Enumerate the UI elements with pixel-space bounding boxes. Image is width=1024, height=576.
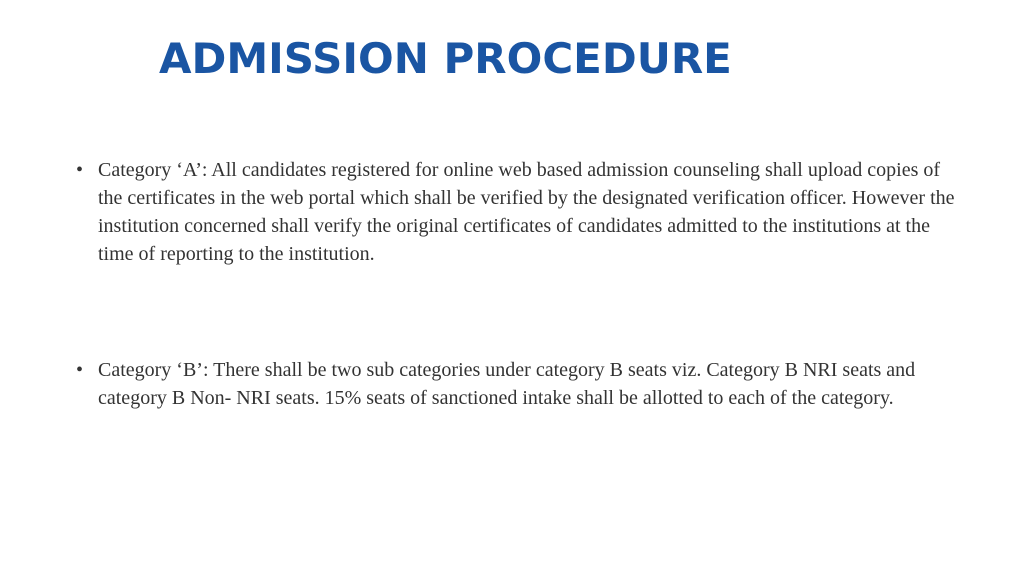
- slide-title: ADMISSION PROCEDURE: [159, 34, 732, 83]
- bullet-list: [76, 156, 956, 412]
- bullet-item-category-b: [76, 356, 956, 412]
- bullet-text: Category ‘A’: All candidates registered for online web based admission counseling shall upload copies of the certificates in the web portal which shall be verified by the designated verification officer. However the institution concerned shall verify the original certificates of candidates admitted to the institutions at the time of reporting to the institution.: [98, 159, 955, 265]
- bullet-dot-icon: •: [76, 359, 84, 381]
- bullet-item-category-a: [76, 156, 956, 268]
- bullet-text: Category ‘B’: There shall be two sub categories under category B seats viz. Category B NRI seats and category B Non- NRI seats. 15% seats of sanctioned intake shall be allotted to each of the category.: [98, 359, 916, 409]
- bullet-dot-icon: •: [76, 159, 84, 181]
